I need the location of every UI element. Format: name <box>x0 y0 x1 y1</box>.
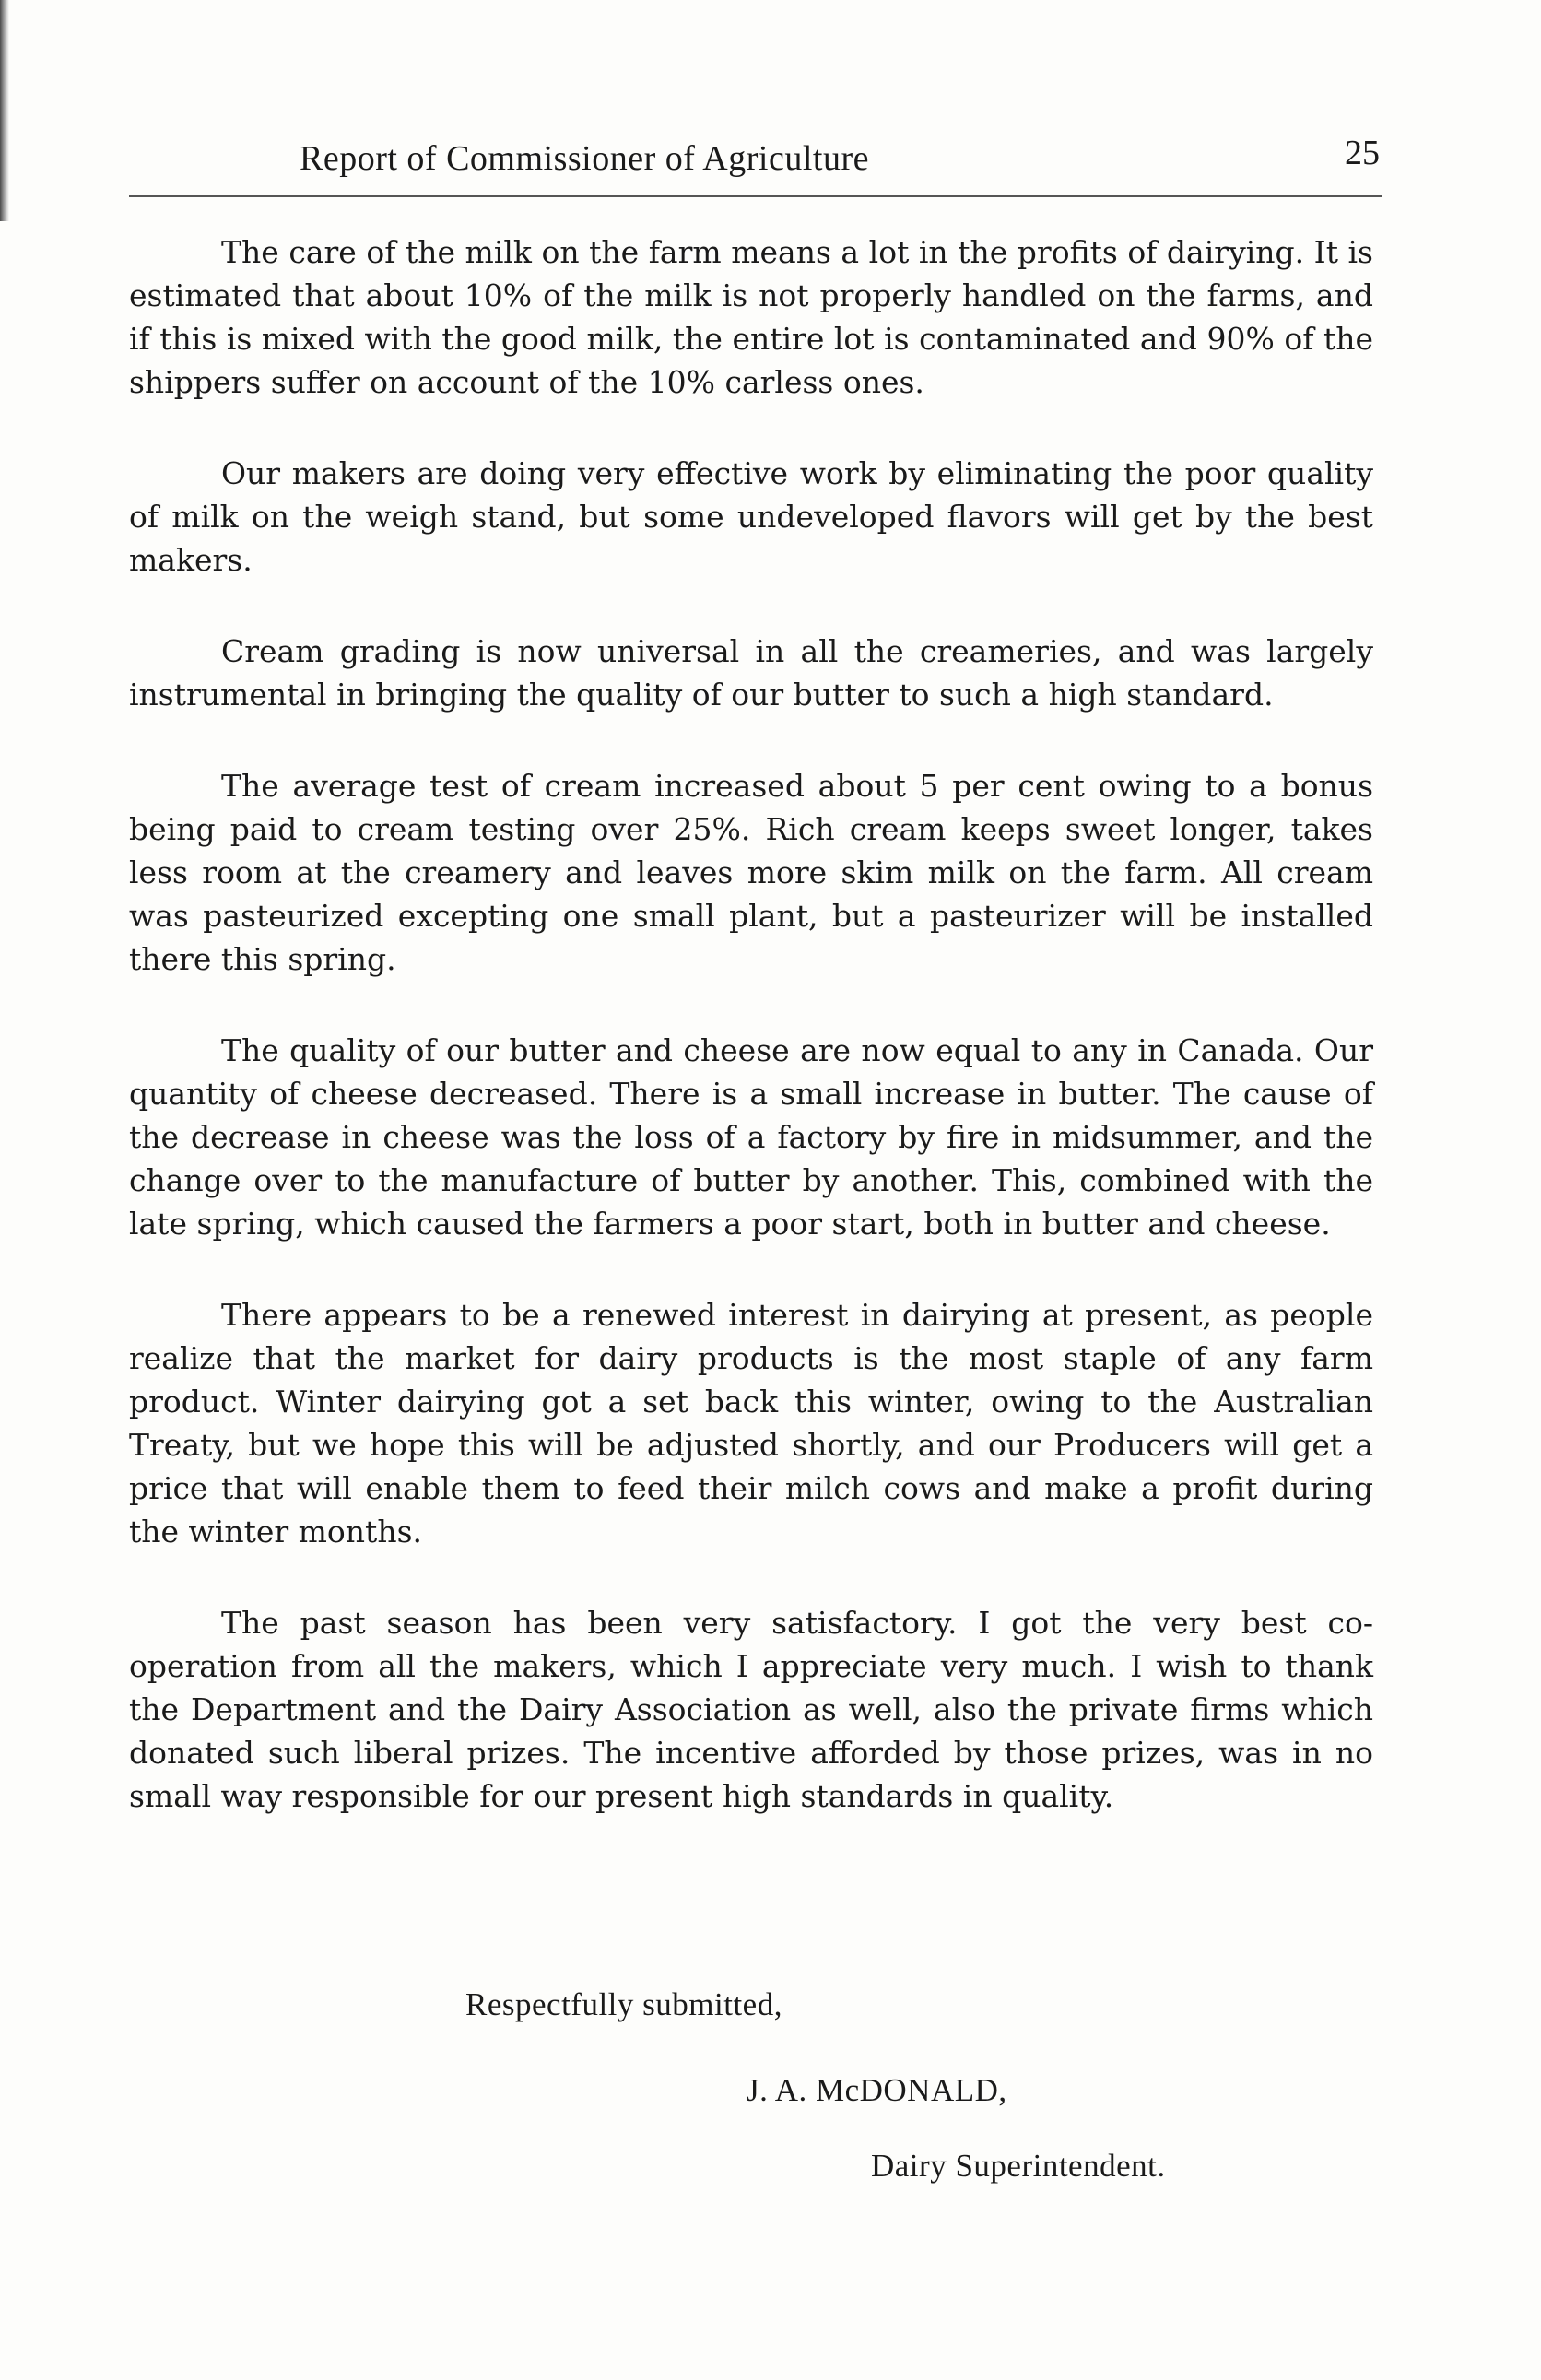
header-rule <box>129 195 1382 197</box>
paragraph-cream-grading: Cream grading is now universal in all the creameries, and was largely instrumental in bringing the quality of our butter to such a high standard. <box>129 633 1373 713</box>
paragraph-milk-care: The care of the milk on the farm means a lot in the profits of dairying. It is estimated that about 10% of the milk is not properly handled on the farms, and if this is mixed with the good milk, the entire lot is contaminated and 90% of the shippers suffer on account of the 10% carless ones. <box>129 234 1373 400</box>
running-header <box>0 134 1541 194</box>
paragraph-butter-cheese-quality: The quality of our butter and cheese are now equal to any in Canada. Our quantity of cheese decreased. There is a small increase in butter. The cause of the decrease in cheese was the loss of a factory by fire in midsummer, and the change over to the manufacture of butter by another. This, combined with the late spring, which caused the farmers a poor start, both in butter and cheese. <box>129 1032 1373 1242</box>
report-body <box>129 230 1373 1866</box>
paragraph-cream-test: The average test of cream increased about 5 per cent owing to a bonus being paid to cream testing over 25%. Rich cream keeps sweet longer, takes less room at the creamery and leaves more skim milk on the farm. All cream was pasteurized excepting one small plant, but a pasteurizer will be installed there this spring. <box>129 768 1373 977</box>
signatory-name: J. A. McDONALD, <box>747 2072 1007 2108</box>
page-number: 25 <box>1345 134 1380 172</box>
closing-salutation: Respectfully submitted, <box>465 1986 782 2022</box>
signatory-title: Dairy Superintendent. <box>871 2148 1166 2184</box>
paragraph-makers: Our makers are doing very effective work by eliminating the poor quality of milk on the weigh stand, but some undeveloped flavors will get by the best makers. <box>129 455 1373 578</box>
paragraph-past-season: The past season has been very satisfactory. I got the very best co-operation from all the makers, which I appreciate very much. I wish to thank the Department and the Dairy Association as well, also the private firms which donated such liberal prizes. The incentive afforded by those prizes, was in no small way responsible for our present high standards in quality. <box>129 1605 1373 1814</box>
running-title: Report of Commissioner of Agriculture <box>300 139 869 178</box>
paragraph-renewed-interest: There appears to be a renewed interest in dairying at present, as people realize that the market for dairy products is the most staple of any farm product. Winter dairying got a set back this winter, owing to the Australian Treaty, but we hope this will be adjusted shortly, and our Producers will get a price that will enable them to feed their milch cows and make a profit during the winter months. <box>129 1297 1373 1549</box>
